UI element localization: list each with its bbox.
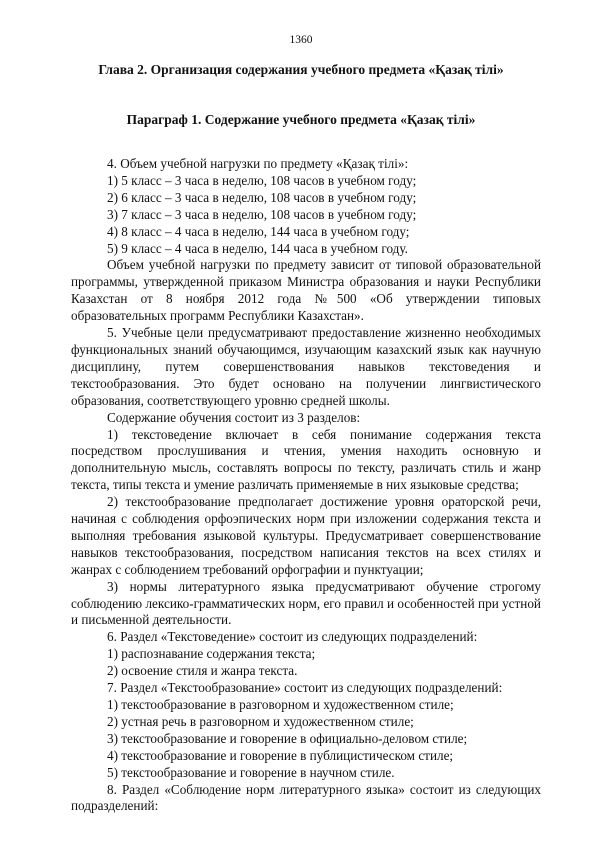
body-paragraph: 1) текстообразование в разговорном и художественном стиле; xyxy=(107,697,454,712)
body-paragraph: 3) нормы литературного языка предусматривают обучение строгому соблюдению лексико-грамматических норм, его правил и особенностей при устной и письменной деятельности. xyxy=(71,578,541,628)
chapter-title: Глава 2. Организация содержания учебного предмета «Қазақ тілі» xyxy=(98,62,504,77)
body-paragraph: 2) устная речь в разговорном и художественном стиле; xyxy=(107,713,414,729)
body-paragraph: 4. Объем учебной нагрузки по предмету «Қазақ тілі»: xyxy=(107,156,409,171)
page-number: 1360 xyxy=(289,34,313,46)
body-paragraph: 6. Раздел «Текстоведение» состоит из следующих подразделений: xyxy=(107,629,478,645)
body-paragraph: 7. Раздел «Текстообразование» состоит из следующих подразделений: xyxy=(107,680,503,696)
body-paragraph: 2) 6 класс – 3 часа в неделю, 108 часов в учебном году; xyxy=(107,189,417,205)
body-paragraph: 4) текстообразование и говорение в публицистическом стиле; xyxy=(107,747,454,763)
body-paragraph: 5) 9 класс – 4 часа в неделю, 144 часа в учебном году. xyxy=(107,240,408,256)
paragraph-title: Параграф 1. Содержание учебного предмета «Қазақ тілі» xyxy=(126,112,476,127)
document-body xyxy=(71,156,541,815)
body-paragraph: 3) текстообразование и говорение в официально-деловом стиле; xyxy=(107,730,468,746)
body-paragraph: 1) распознавание содержания текста; xyxy=(107,646,316,662)
body-paragraph: 5) текстообразование и говорение в научном стиле. xyxy=(107,764,395,780)
body-paragraph: 8. Раздел «Соблюдение норм литературного языка» состоит из следующих подразделений: xyxy=(71,781,541,814)
body-paragraph: 1) 5 класс – 3 часа в неделю, 108 часов в учебном году; xyxy=(107,172,417,188)
body-paragraph: 3) 7 класс – 3 часа в неделю, 108 часов в учебном году; xyxy=(107,206,417,222)
body-paragraph: 5. Учебные цели предусматривают предоставление жизненно необходимых функциональных знаний обучающимся, изучающим казахский язык как научную дисциплину, путем совершенствования навыков текстоведения и текстообразования. Это будет основано на получении лингвистического образования, соответствующего уровню средней школы. xyxy=(71,325,541,408)
body-paragraph: 1) текстоведение включает в себя понимание содержания текста посредством прослушивания и чтения, умения находить основную и дополнительную мысль, составлять вопросы по тексту, различать стиль и жанр текста, типы текста и умение различать применяемые в них языковые средства; xyxy=(71,426,541,493)
body-paragraph: 4) 8 класс – 4 часа в неделю, 144 часа в учебном году; xyxy=(107,223,410,239)
body-paragraph: Объем учебной нагрузки по предмету зависит от типовой образовательной программы, утвержденной приказом Министра образования и науки Республики Казахстан от 8 ноября 2012 года №500 «Об утверждении типовых образовательных программ Республики Казахстан». xyxy=(71,257,541,324)
body-paragraph: 2) текстообразование предполагает достижение уровня ораторской речи, начиная с соблюдения орфоэпических норм при изложении содержания текста и выполняя требования языковой культуры. Предусматривает совершенствование навыков текстообразования, посредством написания текстов на всех стилях и жанрах с соблюдением требований орфографии и пунктуации; xyxy=(71,494,541,577)
body-paragraph: 2) освоение стиля и жанра текста. xyxy=(107,663,298,679)
body-paragraph: Содержание обучения состоит из 3 разделов: xyxy=(107,409,361,425)
